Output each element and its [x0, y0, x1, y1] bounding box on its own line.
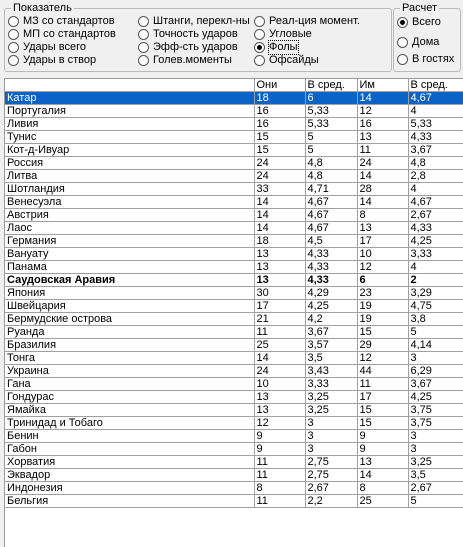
radio-icon[interactable] — [8, 55, 19, 66]
stat-cell: 25 — [254, 339, 305, 352]
table-row[interactable] — [5, 118, 463, 131]
team-name-cell: Катар — [5, 92, 254, 105]
stat-cell: 12 — [357, 105, 408, 118]
team-name-cell: Бельгия — [5, 495, 254, 508]
stat-cell: 6 — [305, 92, 357, 105]
table-row[interactable] — [5, 248, 463, 261]
stat-cell: 9 — [357, 430, 408, 443]
indicator-option-label: Угловые — [269, 28, 312, 40]
team-name-cell: Литва — [5, 170, 254, 183]
stat-cell: 24 — [357, 157, 408, 170]
stat-cell: 13 — [357, 222, 408, 235]
stat-cell: 4,2 — [305, 313, 357, 326]
stat-cell: 4,33 — [408, 222, 463, 235]
table-row[interactable] — [5, 391, 463, 404]
stat-cell: 29 — [357, 339, 408, 352]
stat-cell: 11 — [254, 326, 305, 339]
stat-cell: 3 — [408, 443, 463, 456]
team-name-cell: Панама — [5, 261, 254, 274]
table-row[interactable] — [5, 482, 463, 495]
indicator-option-11[interactable] — [254, 54, 319, 67]
stat-cell: 3 — [305, 417, 357, 430]
stat-cell: 3,25 — [408, 456, 463, 469]
stat-cell: 5 — [305, 131, 357, 144]
indicator-option-label: Удары в створ — [23, 54, 97, 66]
stat-cell: 4 — [408, 105, 463, 118]
stat-cell: 14 — [357, 469, 408, 482]
radio-icon[interactable] — [8, 42, 19, 53]
stat-cell: 3,43 — [305, 365, 357, 378]
stat-cell: 3,57 — [305, 339, 357, 352]
stat-cell: 13 — [254, 261, 305, 274]
stat-cell: 2,67 — [408, 209, 463, 222]
radio-icon[interactable] — [397, 37, 408, 48]
radio-icon[interactable] — [138, 42, 149, 53]
stat-cell: 4,8 — [305, 170, 357, 183]
team-name-cell: Габон — [5, 443, 254, 456]
stat-cell: 33 — [254, 183, 305, 196]
stat-cell: 25 — [357, 495, 408, 508]
table-row[interactable] — [5, 261, 463, 274]
calc-option-1[interactable] — [397, 36, 439, 49]
table-row[interactable] — [5, 313, 463, 326]
stat-cell: 11 — [254, 456, 305, 469]
stat-cell: 6 — [357, 274, 408, 287]
stat-cell: 3,33 — [305, 378, 357, 391]
stat-cell: 24 — [254, 170, 305, 183]
table-row[interactable] — [5, 404, 463, 417]
table-row[interactable] — [5, 183, 463, 196]
stat-cell: 2,8 — [408, 170, 463, 183]
column-header[interactable]: Они — [254, 79, 305, 92]
stat-cell: 18 — [254, 92, 305, 105]
stat-cell: 4,67 — [408, 196, 463, 209]
radio-icon[interactable] — [254, 29, 265, 40]
stat-cell: 3 — [305, 430, 357, 443]
stat-cell: 13 — [254, 404, 305, 417]
stat-cell: 4,33 — [408, 131, 463, 144]
stat-cell: 4,75 — [408, 300, 463, 313]
radio-icon[interactable] — [138, 55, 149, 66]
table-row[interactable] — [5, 209, 463, 222]
stat-cell: 2,67 — [305, 482, 357, 495]
stat-cell: 8 — [357, 209, 408, 222]
stat-cell: 4 — [408, 183, 463, 196]
stat-cell: 14 — [254, 209, 305, 222]
table-row[interactable] — [5, 235, 463, 248]
stat-cell: 18 — [254, 235, 305, 248]
team-name-cell: Тунис — [5, 131, 254, 144]
team-name-cell: Эквадор — [5, 469, 254, 482]
calc-option-label: В гостях — [412, 53, 455, 65]
calc-option-label: Дома — [412, 36, 440, 48]
table-row[interactable] — [5, 222, 463, 235]
stat-cell: 28 — [357, 183, 408, 196]
team-name-cell: Португалия — [5, 105, 254, 118]
stat-cell: 5 — [408, 495, 463, 508]
table-row[interactable] — [5, 144, 463, 157]
stat-cell: 15 — [357, 326, 408, 339]
indicator-option-2[interactable] — [8, 41, 86, 54]
table-row[interactable] — [5, 339, 463, 352]
table-row[interactable] — [5, 131, 463, 144]
table-row[interactable] — [5, 469, 463, 482]
stat-cell: 3,29 — [408, 287, 463, 300]
stat-cell: 4,25 — [408, 391, 463, 404]
stat-cell: 13 — [254, 391, 305, 404]
team-name-cell: Швейцария — [5, 300, 254, 313]
team-name-cell: Япония — [5, 287, 254, 300]
stat-cell: 10 — [357, 248, 408, 261]
stat-cell: 11 — [357, 378, 408, 391]
indicator-option-3[interactable] — [8, 54, 96, 67]
stat-cell: 3,67 — [408, 378, 463, 391]
indicator-option-label: Штанги, перекл-ны — [153, 15, 250, 27]
indicator-option-4[interactable] — [138, 15, 250, 28]
table-row[interactable] — [5, 378, 463, 391]
stat-cell: 24 — [254, 365, 305, 378]
indicator-option-label: Голев.моменты — [153, 54, 232, 66]
stat-cell: 2,75 — [305, 469, 357, 482]
stat-cell: 2 — [408, 274, 463, 287]
stat-cell: 5,33 — [305, 105, 357, 118]
column-header[interactable]: Им — [357, 79, 408, 92]
stat-cell: 4,14 — [408, 339, 463, 352]
stat-cell: 4,5 — [305, 235, 357, 248]
stat-cell: 3,8 — [408, 313, 463, 326]
team-name-cell: Бразилия — [5, 339, 254, 352]
stat-cell: 4,33 — [305, 248, 357, 261]
team-name-cell: Лаос — [5, 222, 254, 235]
team-name-cell: Германия — [5, 235, 254, 248]
table-row[interactable] — [5, 274, 463, 287]
stat-cell: 9 — [254, 430, 305, 443]
calc-option-0[interactable] — [397, 16, 441, 29]
stat-cell: 16 — [254, 105, 305, 118]
table-row[interactable] — [5, 196, 463, 209]
stat-cell: 3,25 — [305, 404, 357, 417]
indicator-option-label: Удары всего — [23, 41, 86, 53]
stat-cell: 11 — [254, 469, 305, 482]
table-row[interactable] — [5, 352, 463, 365]
indicator-option-10[interactable] — [254, 41, 298, 54]
indicator-option-label: Фолы — [269, 41, 298, 53]
stat-cell: 14 — [357, 196, 408, 209]
stat-cell: 4,67 — [408, 92, 463, 105]
indicator-option-label: Точность ударов — [153, 28, 238, 40]
stat-cell: 16 — [254, 118, 305, 131]
stat-cell: 4,71 — [305, 183, 357, 196]
team-name-cell: Гана — [5, 378, 254, 391]
table-row[interactable] — [5, 170, 463, 183]
stat-cell: 14 — [254, 196, 305, 209]
indicator-option-label: Офсайды — [269, 54, 319, 66]
stat-cell: 3,67 — [408, 144, 463, 157]
team-name-cell: Австрия — [5, 209, 254, 222]
stat-cell: 17 — [357, 235, 408, 248]
indicator-option-5[interactable] — [138, 28, 238, 41]
radio-icon[interactable] — [254, 16, 265, 27]
team-name-cell: Саудовская Аравия — [5, 274, 254, 287]
team-name-cell: Тринидад и Тобаго — [5, 417, 254, 430]
table-row[interactable] — [5, 430, 463, 443]
stat-cell: 12 — [357, 352, 408, 365]
stat-cell: 11 — [357, 144, 408, 157]
stat-cell: 4,67 — [305, 222, 357, 235]
team-name-cell: Бермудские острова — [5, 313, 254, 326]
stat-cell: 5,33 — [408, 118, 463, 131]
stat-cell: 8 — [254, 482, 305, 495]
stat-cell: 3,75 — [408, 404, 463, 417]
stat-cell: 2,75 — [305, 456, 357, 469]
team-name-cell: Бенин — [5, 430, 254, 443]
stat-cell: 4,8 — [305, 157, 357, 170]
stat-cell: 4,25 — [408, 235, 463, 248]
stat-cell: 14 — [254, 222, 305, 235]
team-name-cell: Хорватия — [5, 456, 254, 469]
stats-grid[interactable] — [4, 78, 463, 547]
stat-cell: 12 — [254, 417, 305, 430]
stat-cell: 9 — [357, 443, 408, 456]
stat-cell: 4,67 — [305, 196, 357, 209]
indicator-option-6[interactable] — [138, 41, 238, 54]
radio-icon[interactable] — [138, 16, 149, 27]
indicator-option-1[interactable] — [8, 28, 116, 41]
stat-cell: 44 — [357, 365, 408, 378]
stat-cell: 14 — [254, 352, 305, 365]
table-row[interactable] — [5, 365, 463, 378]
team-name-cell: Вануату — [5, 248, 254, 261]
team-name-cell: Индонезия — [5, 482, 254, 495]
team-name-cell: Шотландия — [5, 183, 254, 196]
calc-group-title: Расчет — [402, 2, 437, 14]
stat-cell: 6,29 — [408, 365, 463, 378]
stat-cell: 13 — [254, 248, 305, 261]
stat-cell: 19 — [357, 300, 408, 313]
radio-icon[interactable] — [138, 29, 149, 40]
stat-cell: 4,33 — [305, 261, 357, 274]
stat-cell: 24 — [254, 157, 305, 170]
team-name-cell: Тонга — [5, 352, 254, 365]
stat-cell: 19 — [357, 313, 408, 326]
team-name-cell: Гондурас — [5, 391, 254, 404]
table-row[interactable] — [5, 443, 463, 456]
team-name-cell: Россия — [5, 157, 254, 170]
stat-cell: 3,33 — [408, 248, 463, 261]
stat-cell: 5,33 — [305, 118, 357, 131]
stat-cell: 13 — [254, 274, 305, 287]
radio-icon[interactable] — [397, 54, 408, 65]
stat-cell: 5 — [305, 144, 357, 157]
stat-cell: 2,2 — [305, 495, 357, 508]
stat-cell: 15 — [254, 131, 305, 144]
stat-cell: 9 — [254, 443, 305, 456]
stat-cell: 12 — [357, 261, 408, 274]
stat-cell: 14 — [357, 92, 408, 105]
table-row[interactable] — [5, 157, 463, 170]
radio-icon[interactable] — [8, 16, 19, 27]
stat-cell: 3,5 — [305, 352, 357, 365]
team-name-cell: Руанда — [5, 326, 254, 339]
table-row[interactable] — [5, 287, 463, 300]
stat-cell: 4,67 — [305, 209, 357, 222]
indicator-option-label: Реал-ция момент. — [269, 15, 360, 27]
stat-cell: 21 — [254, 313, 305, 326]
stat-cell: 4 — [408, 261, 463, 274]
calc-option-2[interactable] — [397, 53, 454, 66]
stat-cell: 5 — [408, 326, 463, 339]
stat-cell: 11 — [254, 495, 305, 508]
stat-cell: 3,25 — [305, 391, 357, 404]
indicator-option-label: МП со стандартов — [23, 28, 116, 40]
stat-cell: 3,75 — [408, 417, 463, 430]
stat-cell: 4,33 — [305, 274, 357, 287]
column-header[interactable]: В сред. — [305, 79, 357, 92]
stat-cell: 13 — [357, 131, 408, 144]
radio-icon[interactable] — [254, 55, 265, 66]
radio-icon[interactable] — [397, 17, 408, 28]
indicator-option-0[interactable] — [8, 15, 115, 28]
stat-cell: 13 — [357, 456, 408, 469]
stat-cell: 15 — [357, 417, 408, 430]
stat-cell: 4,25 — [305, 300, 357, 313]
indicator-option-8[interactable] — [254, 15, 360, 28]
indicator-group-title: Показатель — [13, 2, 72, 14]
table-row[interactable] — [5, 456, 463, 469]
stat-cell: 3 — [408, 352, 463, 365]
indicator-option-7[interactable] — [138, 54, 232, 67]
table-row[interactable] — [5, 417, 463, 430]
stat-cell: 15 — [357, 404, 408, 417]
header-row — [5, 79, 463, 92]
team-name-cell: Ливия — [5, 118, 254, 131]
column-header[interactable] — [5, 79, 254, 92]
stat-cell: 17 — [254, 300, 305, 313]
stat-cell: 30 — [254, 287, 305, 300]
table-row[interactable] — [5, 495, 463, 508]
stat-cell: 2,67 — [408, 482, 463, 495]
stat-cell: 3,5 — [408, 469, 463, 482]
table-row[interactable] — [5, 326, 463, 339]
stat-cell: 4,8 — [408, 157, 463, 170]
table-row[interactable] — [5, 105, 463, 118]
stat-cell: 4,29 — [305, 287, 357, 300]
indicator-option-9[interactable] — [254, 28, 312, 41]
table-row[interactable] — [5, 92, 463, 105]
team-name-cell: Ямайка — [5, 404, 254, 417]
stat-cell: 3,67 — [305, 326, 357, 339]
stat-cell: 14 — [357, 170, 408, 183]
column-header[interactable]: В сред. — [408, 79, 463, 92]
radio-icon[interactable] — [8, 29, 19, 40]
radio-icon[interactable] — [254, 42, 265, 53]
team-name-cell: Венесуэла — [5, 196, 254, 209]
calc-option-label: Всего — [412, 16, 441, 28]
stat-cell: 23 — [357, 287, 408, 300]
stat-cell: 16 — [357, 118, 408, 131]
stat-cell: 3 — [305, 443, 357, 456]
stat-cell: 17 — [357, 391, 408, 404]
team-name-cell: Украина — [5, 365, 254, 378]
table-row[interactable] — [5, 300, 463, 313]
stats-table — [5, 79, 463, 508]
indicator-option-label: МЗ со стандартов — [23, 15, 115, 27]
stat-cell: 8 — [357, 482, 408, 495]
team-name-cell: Кот-д-Ивуар — [5, 144, 254, 157]
stat-cell: 3 — [408, 430, 463, 443]
stat-cell: 10 — [254, 378, 305, 391]
indicator-option-label: Эфф-сть ударов — [153, 41, 238, 53]
stat-cell: 15 — [254, 144, 305, 157]
